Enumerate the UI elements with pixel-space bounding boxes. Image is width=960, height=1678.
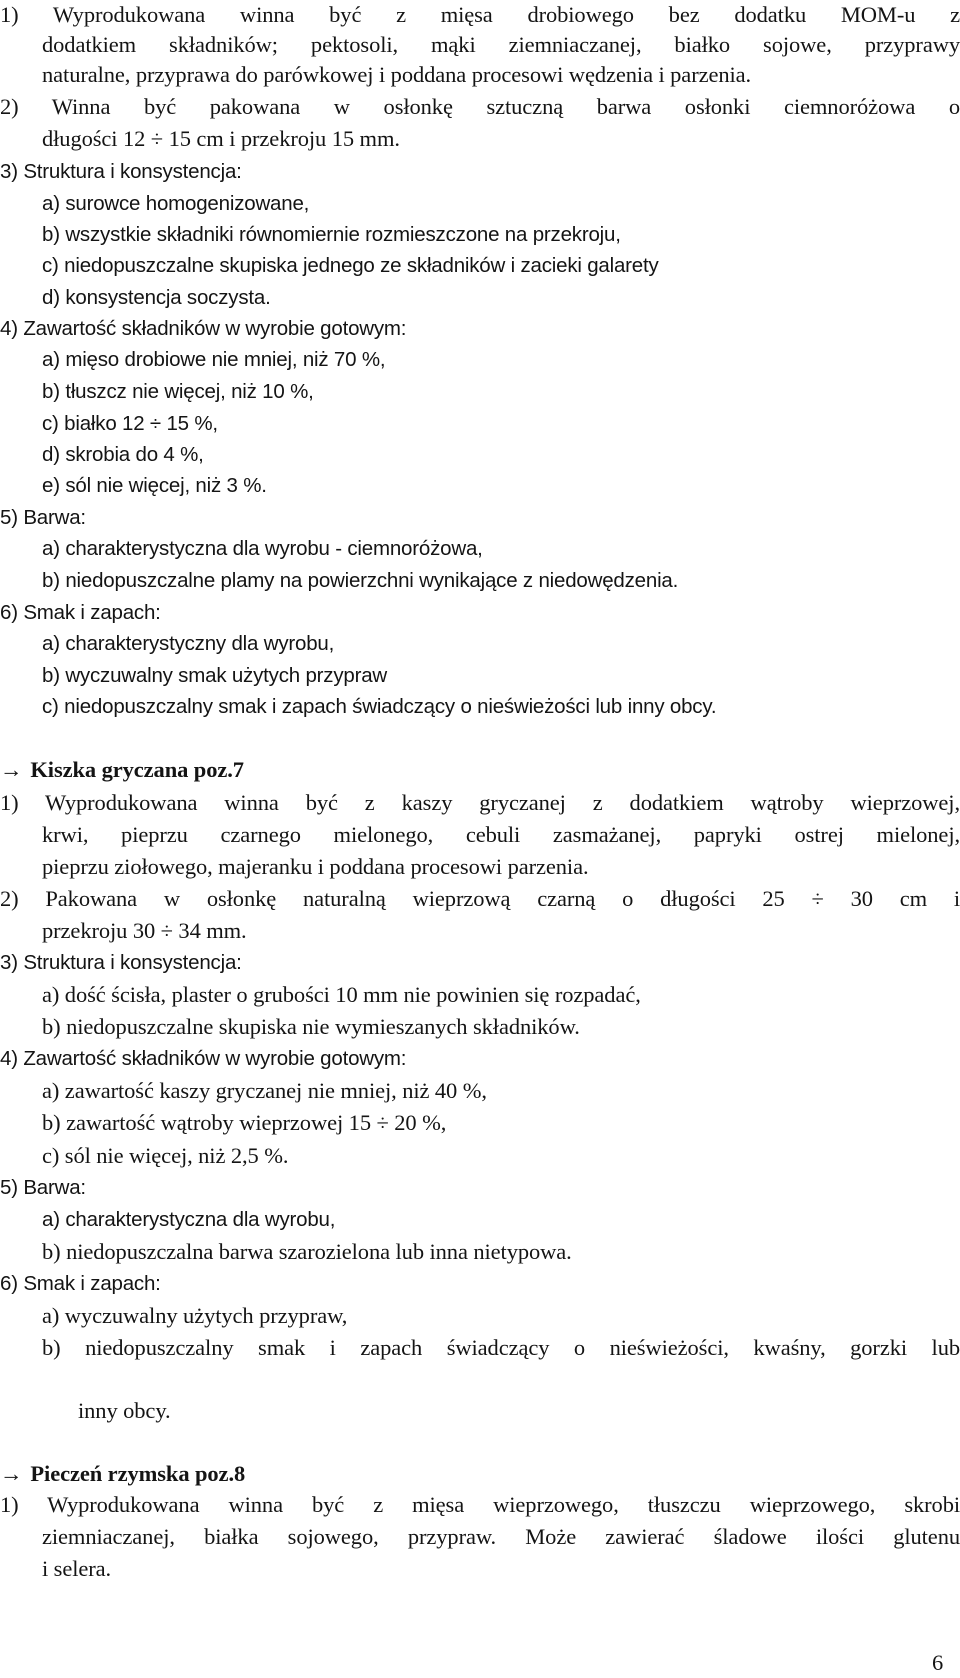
text-line: b) zawartość wątroby wieprzowej 15 ÷ 20 %,	[42, 1110, 447, 1135]
text-line: 2) Pakowana w osłonkę naturalną wieprzową czarną o długości 25 ÷ 30 cm i	[0, 886, 960, 911]
text-line: a) charakterystyczna dla wyrobu,	[42, 1208, 336, 1231]
text-line: dodatkiem składników; pektosoli, mąki ziemniaczanej, białko sojowe, przyprawy	[42, 32, 960, 57]
section-heading	[0, 755, 244, 785]
text-line: b) niedopuszczalne skupiska nie wymieszanych składników.	[42, 1014, 580, 1039]
text-line: c) sól nie więcej, niż 2,5 %.	[42, 1143, 289, 1168]
text-line: b) tłuszcz nie więcej, niż 10 %,	[42, 380, 314, 403]
text-line: przekroju 30 ÷ 34 mm.	[42, 918, 247, 943]
section-heading-text: Kiszka gryczana poz.7	[30, 757, 244, 782]
text-line: b) niedopuszczalny smak i zapach świadczący o nieświeżości, kwaśny, gorzki lub	[42, 1335, 960, 1360]
text-line: a) charakterystyczny dla wyrobu,	[42, 632, 335, 655]
text-line: 6) Smak i zapach:	[0, 601, 161, 624]
text-line: 2) Winna być pakowana w osłonkę sztuczną barwa osłonki ciemnoróżowa o	[0, 94, 960, 119]
text-line: ziemniaczanej, białka sojowego, przypraw. Może zawierać śladowe ilości glutenu	[42, 1524, 960, 1549]
text-line: i selera.	[42, 1556, 112, 1581]
text-line: 4) Zawartość składników w wyrobie gotowym:	[0, 317, 407, 340]
text-line: a) charakterystyczna dla wyrobu - ciemnoróżowa,	[42, 537, 483, 560]
text-line: krwi, pieprzu czarnego mielonego, cebuli zasmażanej, papryki ostrej mielonej,	[42, 822, 960, 847]
text-line: c) niedopuszczalny smak i zapach świadczący o nieświeżości lub inny obcy.	[42, 695, 717, 718]
text-line: b) niedopuszczalna barwa szarozielona lub inna nietypowa.	[42, 1239, 572, 1264]
text-line: 6) Smak i zapach:	[0, 1272, 161, 1295]
text-line: b) wyczuwalny smak użytych przypraw	[42, 664, 388, 687]
section-heading-text: Pieczeń rzymska poz.8	[30, 1461, 246, 1486]
text-line: c) niedopuszczalne skupiska jednego ze składników i zacieki galarety	[42, 254, 659, 277]
arrow-right-icon: →	[0, 757, 23, 782]
text-line: 4) Zawartość składników w wyrobie gotowym:	[0, 1047, 407, 1070]
text-line: 3) Struktura i konsystencja:	[0, 951, 242, 974]
text-line: a) wyczuwalny użytych przypraw,	[42, 1303, 348, 1328]
text-line: 5) Barwa:	[0, 1176, 86, 1199]
text-line: 5) Barwa:	[0, 506, 86, 529]
text-line: inny obcy.	[78, 1398, 171, 1423]
text-line: a) zawartość kaszy gryczanej nie mniej, niż 40 %,	[42, 1078, 487, 1103]
text-line: a) surowce homogenizowane,	[42, 192, 310, 215]
text-line: 1) Wyprodukowana winna być z mięsa wieprzowego, tłuszczu wieprzowego, skrobi	[0, 1492, 960, 1517]
text-line: 3) Struktura i konsystencja:	[0, 160, 242, 183]
text-line: 1) Wyprodukowana winna być z kaszy gryczanej z dodatkiem wątroby wieprzowej,	[0, 790, 960, 815]
arrow-right-icon: →	[0, 1461, 23, 1486]
text-line: naturalne, przyprawa do parówkowej i poddana procesowi wędzenia i parzenia.	[42, 62, 752, 87]
text-line: a) mięso drobiowe nie mniej, niż 70 %,	[42, 348, 386, 371]
section-heading	[0, 1459, 245, 1489]
text-line: pieprzu ziołowego, majeranku i poddana procesowi parzenia.	[42, 854, 589, 879]
text-line: e) sól nie więcej, niż 3 %.	[42, 474, 267, 497]
text-line: b) wszystkie składniki równomiernie rozmieszczone na przekroju,	[42, 223, 621, 246]
text-line: a) dość ścisła, plaster o grubości 10 mm nie powinien się rozpadać,	[42, 982, 641, 1007]
text-line: c) białko 12 ÷ 15 %,	[42, 412, 218, 435]
text-line: długości 12 ÷ 15 cm i przekroju 15 mm.	[42, 126, 400, 151]
text-line: b) niedopuszczalne plamy na powierzchni wynikające z niedowędzenia.	[42, 569, 679, 592]
text-line: 1) Wyprodukowana winna być z mięsa drobiowego bez dodatku MOM-u z	[0, 2, 960, 27]
text-line: d) skrobia do 4 %,	[42, 443, 204, 466]
page-number: 6	[932, 1650, 944, 1675]
text-line: d) konsystencja soczysta.	[42, 286, 271, 309]
